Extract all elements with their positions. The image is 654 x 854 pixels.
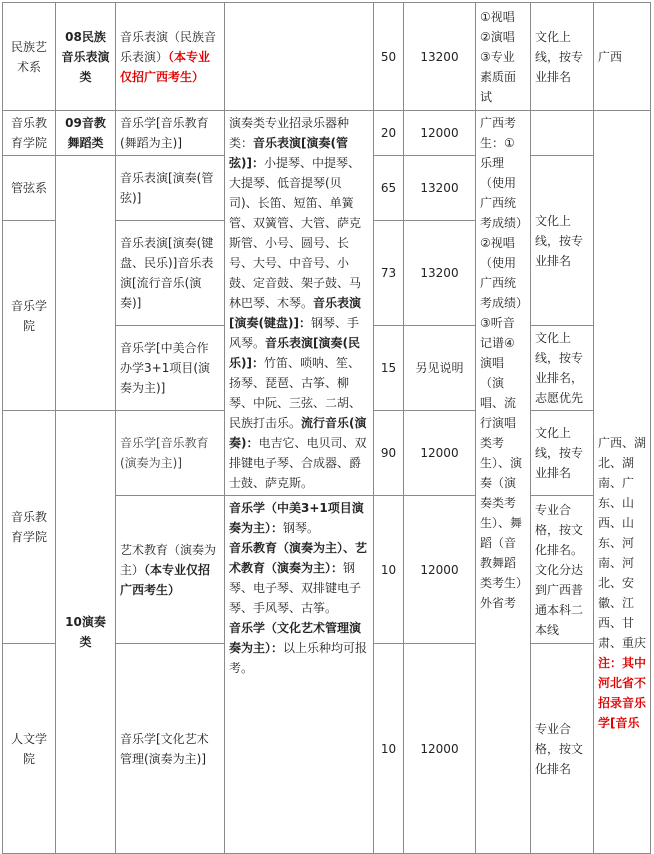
major-cell: 音乐学[音乐教育(舞蹈为主)] <box>116 111 225 156</box>
plan-cell: 90 <box>374 411 404 496</box>
plan-cell: 15 <box>374 326 404 411</box>
category-cell: 10演奏类 <box>56 411 116 854</box>
category-cell: 09音教舞蹈类 <box>56 111 116 156</box>
plan-cell: 73 <box>374 221 404 326</box>
major-note: （本专业仅招广西考生） <box>120 562 211 597</box>
table-row <box>3 3 651 111</box>
major-cell: 音乐学[文化艺术管理(演奏为主)] <box>116 644 225 854</box>
major-cell: 音乐学[中美合作办学3+1项目(演奏为主)] <box>116 326 225 411</box>
plan-cell: 65 <box>374 156 404 221</box>
instrument-list-cell: 演奏类专业招录乐器种类：音乐表演[演奏(管弦)]：小提琴、中提琴、大提琴、低音提琴(贝司)、长笛、短笛、单簧管、双簧管、大管、萨克斯管、小号、圆号、长号、大号、中音号、小鼓、定音鼓、架子鼓、马林巴琴、木琴。音乐表演[演奏(键盘)]：钢琴、手风琴。音乐表演[演奏(民乐)]：竹笛、唢呐、笙、扬琴、琵琶、古筝、柳琴、中阮、三弦、二胡、民族打击乐。流行音乐(演奏)：电吉它、电贝司、双排键电子琴、合成器、爵士鼓、萨克斯。 <box>225 111 374 496</box>
major-cell: 音乐学[音乐教育(演奏为主)] <box>116 411 225 496</box>
major-note: （本专业仅招广西考生） <box>120 49 211 84</box>
major-cell: 艺术教育（演奏为主）（本专业仅招广西考生） <box>116 496 225 644</box>
fee-cell: 13200 <box>404 156 476 221</box>
fee-cell: 12000 <box>404 111 476 156</box>
category-cell-empty <box>56 156 116 411</box>
table-row <box>3 111 651 156</box>
admission-cell-empty <box>531 111 594 156</box>
region-list: 广西、湖北、湖南、广东、山西、山东、河南、河北、安徽、江西、甘肃、重庆 <box>598 436 647 650</box>
admission-cell: 文化上线，按专业排名 <box>531 156 594 326</box>
region-note: 注：其中河北省不招录音乐学[音乐 <box>598 656 647 730</box>
fee-cell: 12000 <box>404 644 476 854</box>
region-merged-cell <box>594 111 651 854</box>
college-cell: 管弦系 <box>3 156 56 221</box>
admissions-table <box>2 2 651 854</box>
college-cell: 人文学院 <box>3 644 56 854</box>
fee-cell: 12000 <box>404 411 476 496</box>
college-cell: 音乐学院 <box>3 221 56 411</box>
instrument-cell-empty <box>225 3 374 111</box>
college-cell: 音乐教育学院 <box>3 411 56 644</box>
admission-cell: 专业合格，按文化排名。文化分达到广西普通本科二本线 <box>531 496 594 644</box>
category-cell: 08民族音乐表演类 <box>56 3 116 111</box>
admission-cell: 专业合格，按文化排名 <box>531 644 594 854</box>
exam-cell: ①视唱 ②演唱 ③专业素质面试 <box>476 3 531 111</box>
admission-cell: 文化上线，按专业排名 <box>531 3 594 111</box>
fee-cell: 13200 <box>404 3 476 111</box>
fee-cell: 另见说明 <box>404 326 476 411</box>
instrument-list-cell-2: 音乐学（中美3+1项目演奏为主）：钢琴。 音乐教育（演奏为主）、艺术教育（演奏为主）：钢琴、电子琴、双排键电子琴、手风琴、古筝。 音乐学（文化艺术管理演奏为主）：以上乐种均可报考。 <box>225 496 374 854</box>
plan-cell: 10 <box>374 496 404 644</box>
major-cell: 音乐表演[演奏(键盘、民乐)]音乐表演[流行音乐(演奏)] <box>116 221 225 326</box>
region-cell: 广西 <box>594 3 651 111</box>
college-cell: 音乐教育学院 <box>3 111 56 156</box>
plan-cell: 10 <box>374 644 404 854</box>
plan-cell: 50 <box>374 3 404 111</box>
admission-cell: 文化上线，按专业排名 <box>531 411 594 496</box>
major-cell: 音乐表演（民族音乐表演）（本专业仅招广西考生） <box>116 3 225 111</box>
plan-cell: 20 <box>374 111 404 156</box>
college-cell: 民族艺术系 <box>3 3 56 111</box>
fee-cell: 13200 <box>404 221 476 326</box>
major-cell: 音乐表演[演奏(管弦)] <box>116 156 225 221</box>
fee-cell: 12000 <box>404 496 476 644</box>
exam-merged-cell: 广西考生：①乐理（使用广西统考成绩）②视唱（使用广西统考成绩）③听音记谱④演唱（演唱、流行演唱类考生）、演奏（演奏类考生）、舞蹈（音教舞蹈类考生）外省考 <box>476 111 531 854</box>
admission-cell: 文化上线，按专业排名，志愿优先 <box>531 326 594 411</box>
